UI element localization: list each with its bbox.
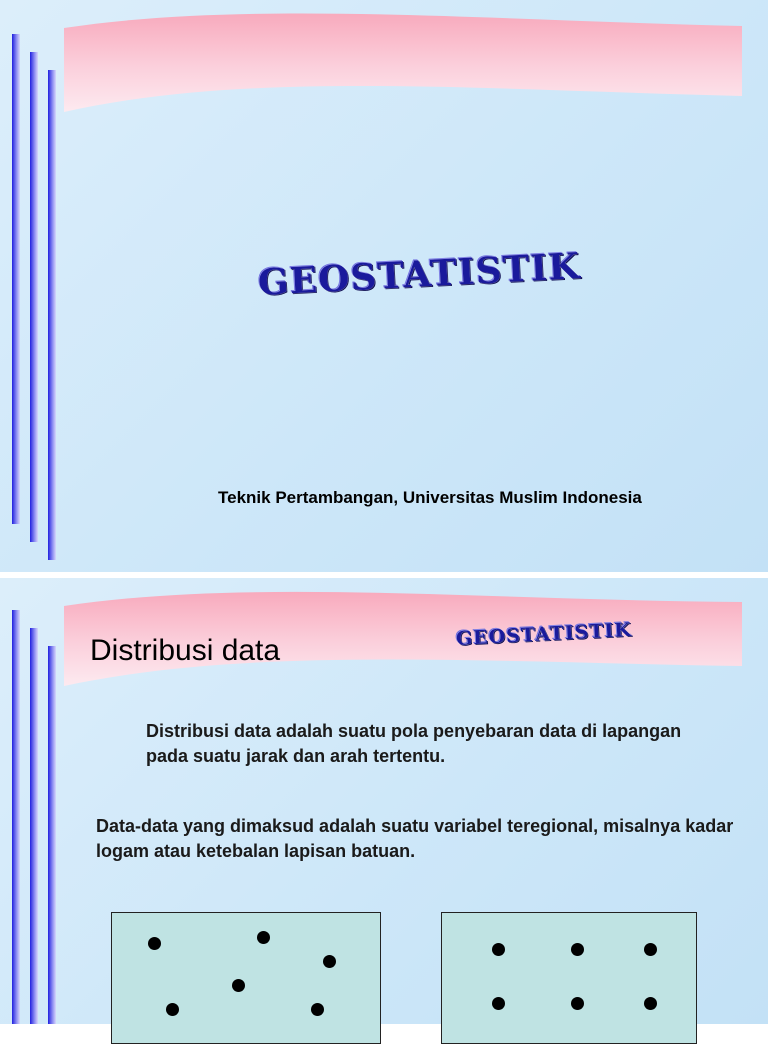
data-point [323,955,336,968]
data-point [644,943,657,956]
presentation-title: GEOSTATISTIK [256,245,582,304]
data-point [492,997,505,1010]
pink-ribbon-banner [0,0,768,130]
data-point [571,997,584,1010]
variable-paragraph: Data-data yang dimaksud adalah suatu variabel teregional, misalnya kadar logam atau ketebalan lapisan batuan. [96,816,734,861]
institution-subtitle: Teknik Pertambangan, Universitas Muslim Indonesia [218,488,642,507]
slide-heading: Distribusi data [90,634,281,667]
definition-paragraph: Distribusi data adalah suatu pola penyebaran data di lapangan pada suatu jarak dan arah tertentu. [146,721,682,766]
data-point [311,1003,324,1016]
random-distribution-diagram [111,912,381,1044]
data-point [571,943,584,956]
data-point [232,979,245,992]
data-point [148,937,161,950]
data-point [257,931,270,944]
regular-grid-distribution-diagram [441,912,697,1044]
data-point [492,943,505,956]
data-point [644,997,657,1010]
geostatistik-logo-text: GEOSTATISTIK [455,618,633,650]
accent-bar-3 [48,70,56,560]
data-point [166,1003,179,1016]
